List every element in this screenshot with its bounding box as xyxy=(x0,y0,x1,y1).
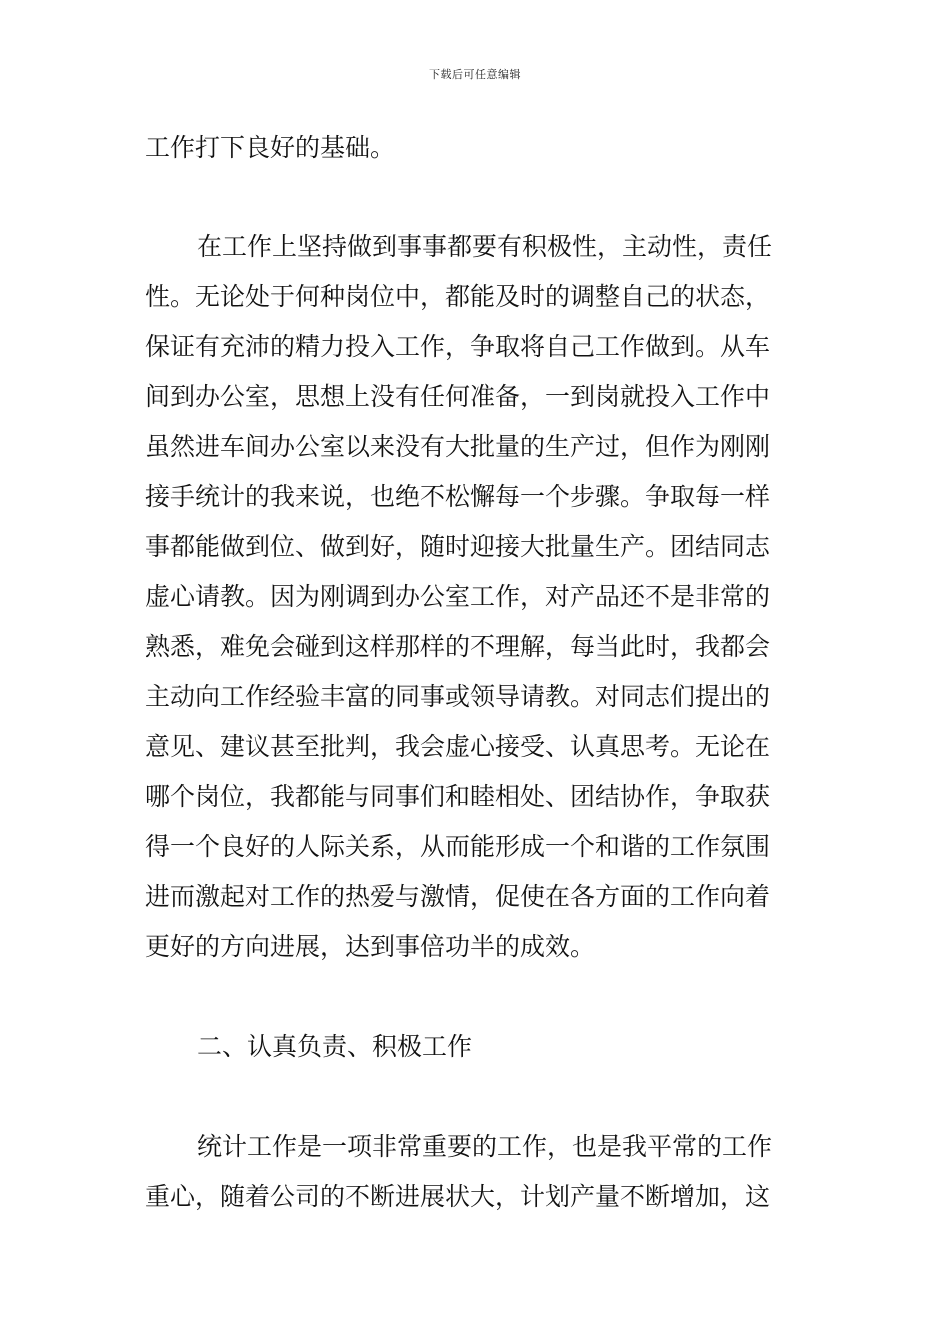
paragraph-3-line-1: 统计工作是一项非常重要的工作，也是我平常的工作 xyxy=(197,1132,773,1161)
page-header: 下载后可任意编辑 xyxy=(429,68,521,81)
paragraph-2-line-8: 虚心请教。因为刚调到办公室工作，对产品还不是非常的 xyxy=(145,582,771,611)
paragraph-2-line-12: 哪个岗位，我都能与同事们和睦相处、团结协作，争取获 xyxy=(145,782,771,811)
paragraph-2-line-11: 意见、建议甚至批判，我会虚心接受、认真思考。无论在 xyxy=(145,732,771,761)
paragraph-2-line-6: 接手统计的我来说，也绝不松懈每一个步骤。争取每一样 xyxy=(145,482,771,511)
paragraph-2-line-3: 保证有充沛的精力投入工作，争取将自己工作做到。从车 xyxy=(145,332,771,361)
paragraph-2-line-2: 性。无论处于何种岗位中，都能及时的调整自己的状态， xyxy=(145,282,771,311)
paragraph-2-line-9: 熟悉，难免会碰到这样那样的不理解，每当此时，我都会 xyxy=(145,632,771,661)
paragraph-2-line-7: 事都能做到位、做到好，随时迎接大批量生产。团结同志 xyxy=(145,532,771,561)
paragraph-1-line-1: 工作打下良好的基础。 xyxy=(145,133,396,162)
paragraph-2-line-15: 更好的方向进展，达到事倍功半的成效。 xyxy=(145,932,596,961)
paragraph-2-line-13: 得一个良好的人际关系，从而能形成一个和谐的工作氛围 xyxy=(145,832,771,861)
paragraph-2-line-1: 在工作上坚持做到事事都要有积极性，主动性，责任 xyxy=(197,232,773,261)
paragraph-2-line-14: 进而激起对工作的热爱与激情，促使在各方面的工作向着 xyxy=(145,882,771,911)
paragraph-2-line-5: 虽然进车间办公室以来没有大批量的生产过，但作为刚刚 xyxy=(145,432,771,461)
section-heading: 二、认真负责、积极工作 xyxy=(197,1032,473,1061)
paragraph-2-line-4: 间到办公室，思想上没有任何准备，一到岗就投入工作中 xyxy=(145,382,771,411)
paragraph-2-line-10: 主动向工作经验丰富的同事或领导请教。对同志们提出的 xyxy=(145,682,771,711)
paragraph-3-line-2: 重心，随着公司的不断进展状大，计划产量不断增加，这 xyxy=(145,1182,771,1211)
